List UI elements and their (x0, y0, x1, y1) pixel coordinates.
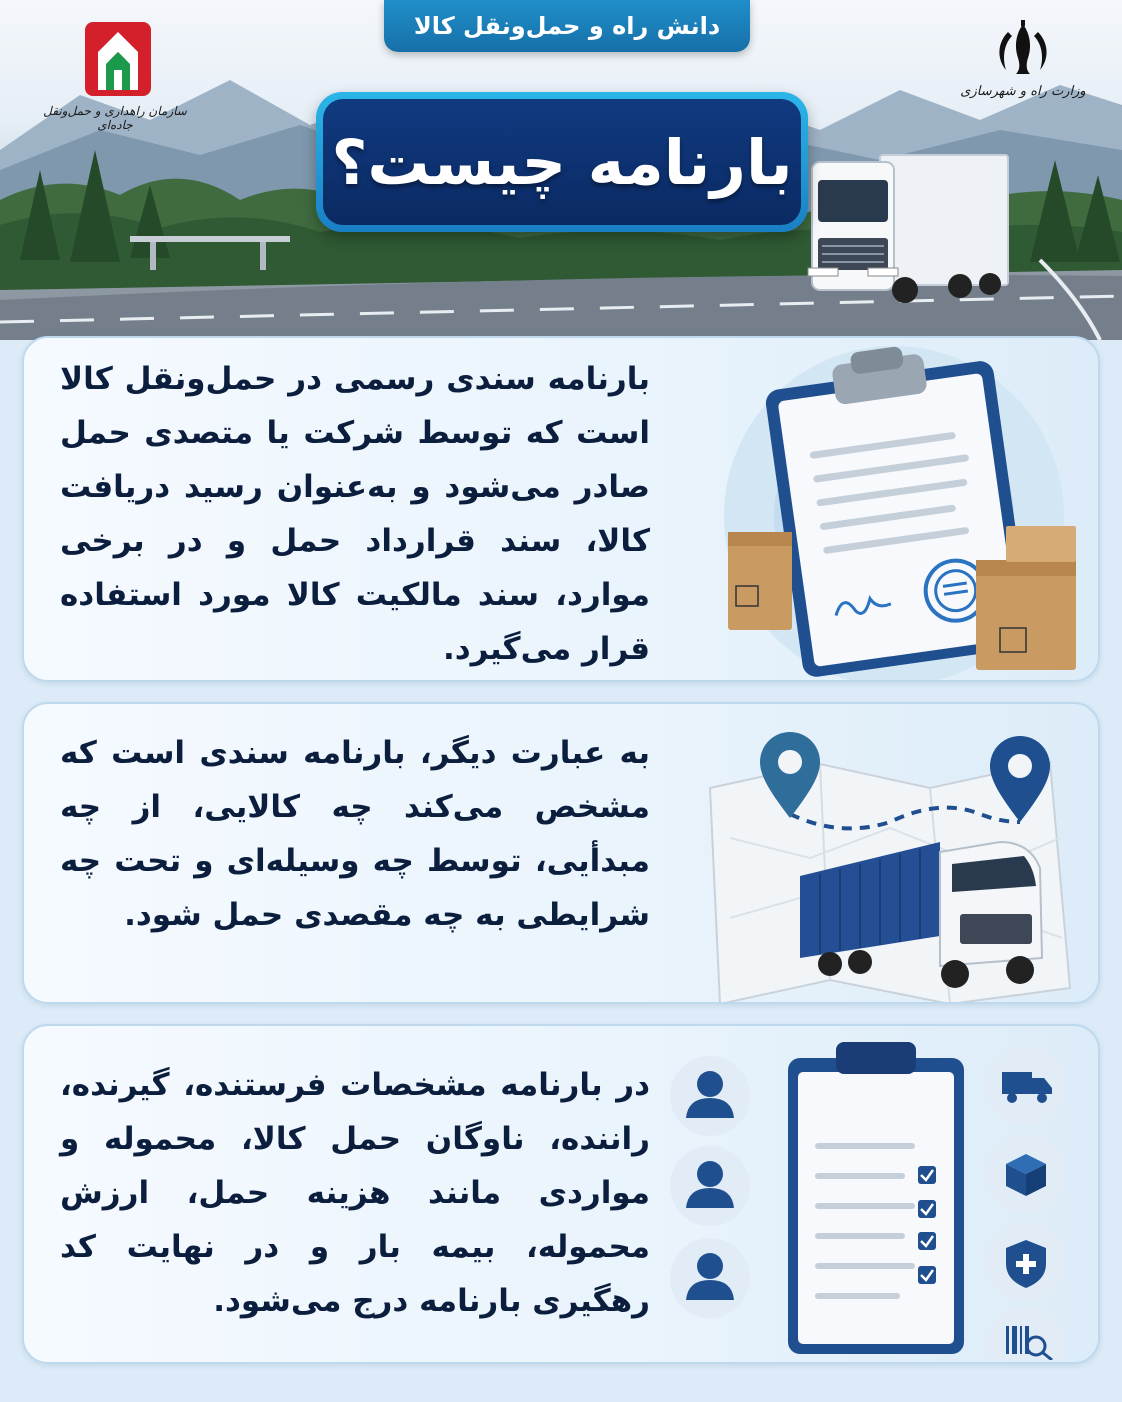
cardboard-box-icon (728, 532, 792, 630)
info-card-contents (22, 1024, 1100, 1364)
box-icon (986, 1134, 1066, 1214)
card-text-route: به عبارت دیگر، بارنامه سندی است که مشخص می‌کند چه کالایی، از چه مبدأیی، توسط چه وسیله‌ای و تحت چه شرایطی به چه مقصدی حمل شود. (60, 735, 650, 933)
road-maintenance-logo (40, 18, 190, 132)
info-card-route (22, 702, 1100, 1004)
title-frame (316, 92, 808, 232)
checklist-clipboard-icon (788, 1042, 964, 1354)
insurance-shield-icon (986, 1222, 1066, 1302)
bill-contents-illustration (662, 1036, 1092, 1360)
barcode-search-icon (986, 1306, 1066, 1360)
hero-banner (0, 0, 1122, 340)
truck-icon (808, 155, 1008, 303)
card-text-contents: در بارنامه مشخصات فرستنده، گیرنده، راننده، ناوگان حمل کالا، محموله و مواردی مانند هزینه حمل، ارزش محموله، بیمه بار و در نهایت کد رهگیری بارنامه درج می‌شود. (60, 1067, 650, 1319)
person-icon (670, 1056, 750, 1136)
clipboard-document-icon (684, 346, 1084, 680)
truck-icon (986, 1046, 1066, 1126)
card-text-definition: بارنامه سندی رسمی در حمل‌ونقل کالا است که توسط شرکت یا متصدی حمل صادر می‌شود و به‌عنوان رسید دریافت کالا، سند قرارداد حمل و در برخی موارد، سند مالکیت کالا مورد استفاده قرار می‌گیرد. (60, 361, 650, 667)
info-card-definition (22, 336, 1100, 682)
top-tag: دانش راه و حمل‌ونقل کالا (384, 0, 750, 52)
page-title: بارنامه چیست؟ (323, 99, 801, 225)
map-icon (690, 718, 1090, 1002)
person-icon (670, 1238, 750, 1318)
person-icon (670, 1146, 750, 1226)
logo-left-caption: سازمان راهداری و حمل‌ونقل جاده‌ای (43, 104, 187, 132)
ministry-emblem (958, 18, 1088, 118)
logo-right-caption: وزارت راه و شهرسازی (960, 84, 1086, 99)
